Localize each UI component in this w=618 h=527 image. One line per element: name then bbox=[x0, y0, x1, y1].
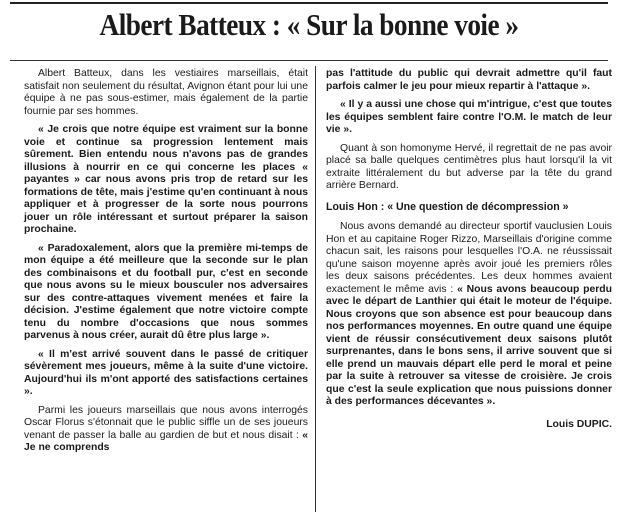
right-column bbox=[326, 68, 612, 437]
hon-quote-text: « Nous avons beaucoup perdu avec le départ de Lanthier qui était le moteur de l'équipe. Nous croyons que son absence est pour beaucoup dans nos performances moyennes. En outre quand une équipe vient de réussir consécutivement deux saisons plutôt surprenantes, dans le bons sens, il arrive souvent que si elle prend un mauvais départ elle perd le moral et peine par la suite à retrouver sa vitesse de croisière. Je crois que c'est la seule explication que nous puissions donner à des performances décevantes ». bbox=[326, 283, 612, 407]
paragraph-quote-2: « Paradoxalement, alors que la première mi-temps de mon équipe a été meilleure que la seconde sur le plan des combinaisons et du football pur, c'est en seconde que nous avons su le mieux bousculer nos adversaires sur des contre-attaques vivement menées et faire la décision. J'estime également que notre victoire compte tenu du nombre d'occasions que nous sommes parvenus à nous créer, aurait dû être plus large ». bbox=[24, 242, 308, 341]
paragraph-quote-3: « Il m'est arrivé souvent dans le passé de critiquer sévèrement mes joueurs, même à la suite d'une victoire. Aujourd'hui ils m'ont apporté des satisfactions certaines ». bbox=[24, 348, 308, 397]
paragraph-florus-quote-2: « Il y a aussi une chose qui m'intrigue, c'est que toutes les équipes semblent faire contre l'O.M. le match de leur vie ». bbox=[326, 99, 612, 135]
headline: Albert Batteux : « Sur la bonne voie » bbox=[99, 7, 519, 42]
florus-intro-text: Parmi les joueurs marseillais que nous avons interrogés Oscar Florus s'étonnait que le public siffle un de ses joueurs venant de passer la balle au gardien de but et nous disait : bbox=[24, 404, 308, 441]
paragraph-herve: Quant à son homonyme Hervé, il regrettait de ne pas avoir placé sa balle quelques centimètres plus haut lorsqu'il la vit extraite littéralement du but adverse par la tête du grand arrière Bernard. bbox=[326, 142, 612, 191]
paragraph-quote-1: « Je crois que notre équipe est vraiment sur la bonne voie et continue sa progression lentement mais sûrement. Bien entendu nous n'avons pas de grandes illusions à nourrir en ce qui concerne les places « payantes » car nous avons pris trop de retard sur les formations de tête, mais j'estime qu'en continuant à nous appliquer et à progresser de la sorte nous pourrons jouer un rôle intéressant et surtout préparer la saison prochaine. bbox=[24, 124, 308, 235]
paragraph-louis-hon bbox=[326, 221, 612, 409]
paragraph-intro: Albert Batteux, dans les vestiaires marseillais, était satisfait non seulement du résultat, Avignon étant pour lui une équipe à ne pas sous-estimer, mais également de la partie fournie par ses hommes. bbox=[24, 68, 308, 117]
left-column bbox=[24, 68, 308, 461]
subheading-louis-hon: Louis Hon : « Une question de décompression » bbox=[326, 200, 569, 213]
headline-rule bbox=[10, 60, 608, 61]
paragraph-florus bbox=[24, 405, 308, 455]
top-rule bbox=[10, 2, 608, 4]
column-divider bbox=[315, 66, 316, 512]
hon-intro-text: Nous avons demandé au directeur sportif vauclusien Louis Hon et au capitaine Roger Rizzo, Marseillais d'origine comme chacun sait, les raisons pour lesquelles l'O.A. ne réussissait qu'une saison moyenne après avoir joué les premiers rôles les deux saisons précédentes. Les deux hommes avaient exactement le même avis : bbox=[326, 221, 612, 295]
author-signature: Louis DUPIC. bbox=[546, 418, 612, 430]
florus-quote-start: « Je ne comprends bbox=[24, 429, 308, 453]
paragraph-florus-continued: pas l'attitude du public qui devrait admettre qu'il faut parfois calmer le jeu pour mieux repartir à l'attaque ». bbox=[326, 68, 612, 92]
